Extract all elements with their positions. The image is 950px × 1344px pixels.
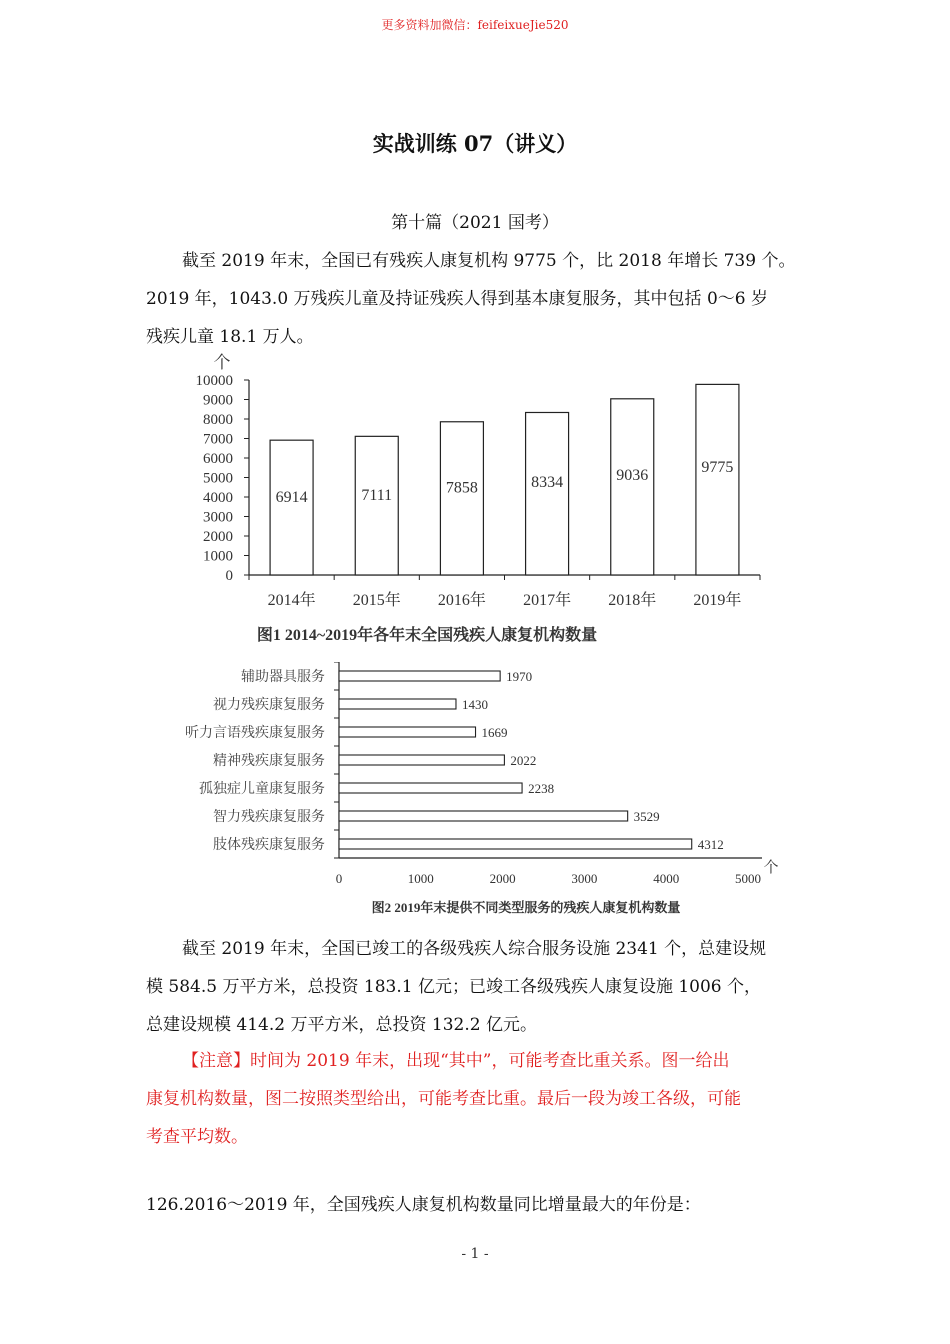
chart2-bar bbox=[339, 699, 456, 709]
chart2-category-label: 视力残疾康复服务 bbox=[213, 698, 325, 713]
chart2-category-label: 孤独症儿童康复服务 bbox=[199, 782, 325, 797]
chart2-bar bbox=[339, 727, 476, 737]
chart1-bar-label: 8334 bbox=[531, 474, 564, 492]
chart1-bar bbox=[526, 412, 569, 575]
chart1-x-tick-label: 2018年 bbox=[608, 592, 657, 609]
chart2-x-tick-label: 5000 bbox=[735, 871, 761, 886]
chart2-category-label: 肢体残疾康复服务 bbox=[213, 838, 325, 853]
chart1-y-tick-label: 0 bbox=[225, 568, 233, 584]
chart1-bar bbox=[696, 384, 739, 575]
chart1-y-tick-label: 8000 bbox=[203, 412, 233, 428]
chart2-bar bbox=[339, 811, 628, 821]
chart2-bars bbox=[339, 669, 724, 852]
chart2-bar-label: 2238 bbox=[528, 781, 555, 796]
chart1-y-unit: 个 bbox=[213, 353, 231, 372]
chart1-y-tick-label: 7000 bbox=[203, 431, 233, 448]
chart2-category-label: 智力残疾康复服务 bbox=[213, 810, 325, 825]
chart1-x-tick-label: 2019年 bbox=[693, 592, 742, 609]
chart1-bar-label: 9775 bbox=[701, 459, 734, 477]
chart1-bar-label: 9036 bbox=[616, 466, 649, 484]
chart1-bars bbox=[270, 384, 739, 575]
note-paragraph bbox=[146, 1042, 811, 1156]
chart2-bar-label: 2022 bbox=[510, 753, 537, 768]
chart1-bar bbox=[440, 422, 483, 575]
note-line-1: 【注意】时间为 2019 年末，出现“其中”，可能考查比重关系。图一给出 bbox=[182, 1051, 730, 1071]
chart1-y-tick-label: 9000 bbox=[203, 392, 233, 409]
chart1-x-tick-label: 2015年 bbox=[352, 592, 401, 609]
chart2-bar bbox=[339, 839, 692, 849]
chart2-axes bbox=[185, 662, 779, 886]
chart2-title: 图2 2019年末提供不同类型服务的残疾人康复机构数量 bbox=[371, 900, 681, 915]
chart2-bar-label: 1970 bbox=[506, 669, 533, 684]
chart1-y-tick-label: 6000 bbox=[203, 451, 233, 467]
chart2-x-tick-label: 2000 bbox=[489, 871, 516, 886]
chart2-bar-label: 3529 bbox=[633, 809, 660, 824]
chart1-bar bbox=[611, 399, 654, 575]
chart1-x-tick-label: 2017年 bbox=[523, 592, 572, 609]
note-line-3: 考查平均数。 bbox=[146, 1127, 248, 1147]
chart2-bar bbox=[339, 671, 500, 681]
facilities-paragraph bbox=[146, 930, 811, 1044]
chart2-category-label: 精神残疾康复服务 bbox=[213, 754, 325, 769]
chart2-bar bbox=[339, 755, 504, 765]
facilities-line-3: 总建设规模 414.2 万平方米，总投资 132.2 亿元。 bbox=[146, 1015, 537, 1035]
document-title: 实战训练 07（讲义） bbox=[372, 131, 578, 156]
question-126: 126.2016～2019 年，全国残疾人康复机构数量同比增量最大的年份是： bbox=[146, 1195, 701, 1215]
chart1-y-tick-label: 5000 bbox=[203, 470, 233, 487]
chart2-x-tick-label: 0 bbox=[335, 871, 343, 886]
chart1-bar-label: 7858 bbox=[445, 479, 478, 497]
chart2-category-label: 辅助器具服务 bbox=[241, 670, 325, 685]
note-line-2: 康复机构数量，图二按照类型给出，可能考查比重。最后一段为竣工各级，可能 bbox=[146, 1089, 741, 1109]
chart1-y-tick-label: 2000 bbox=[203, 529, 233, 545]
chart2-bar-label: 4312 bbox=[697, 837, 724, 852]
chart1-bar bbox=[355, 436, 398, 575]
chart2-bar bbox=[339, 783, 522, 793]
chart2-category-label: 听力言语残疾康复服务 bbox=[185, 726, 325, 741]
facilities-line-1: 截至 2019 年末，全国已竣工的各级残疾人综合服务设施 2341 个，总建设规 bbox=[182, 939, 767, 959]
chart-annual-institutions bbox=[150, 346, 770, 651]
section-subtitle: 第十篇（2021 国考） bbox=[391, 213, 559, 233]
facilities-line-2: 模 584.5 万平方米，总投资 183.1 亿元；已竣工各级残疾人康复设施 1006 个， bbox=[146, 977, 762, 997]
intro-paragraph bbox=[146, 242, 811, 356]
chart1-y-tick-label: 3000 bbox=[203, 509, 233, 526]
watermark: 更多资料加微信：feifeixueJie520 bbox=[381, 18, 569, 32]
page-number: - 1 - bbox=[461, 1246, 489, 1262]
chart1-x-tick-label: 2014年 bbox=[267, 592, 316, 609]
chart2-x-unit: 个 bbox=[763, 860, 779, 876]
chart1-bar-label: 7111 bbox=[361, 487, 393, 505]
chart2-bar-label: 1430 bbox=[461, 697, 488, 712]
chart1-title: 图1 2014~2019年各年末全国残疾人康复机构数量 bbox=[256, 627, 598, 644]
chart1-bar bbox=[270, 440, 313, 575]
chart1-bar-label: 6914 bbox=[275, 489, 308, 507]
intro-line-1: 截至 2019 年末，全国已有残疾人康复机构 9775 个，比 2018 年增长 739 个。 bbox=[182, 251, 796, 271]
chart2-x-tick-label: 3000 bbox=[571, 871, 598, 886]
intro-line-2: 2019 年，1043.0 万残疾儿童及持证残疾人得到基本康复服务，其中包括 0～6 岁 bbox=[146, 289, 768, 309]
chart-service-types bbox=[150, 662, 800, 920]
chart2-bar-label: 1669 bbox=[481, 725, 508, 740]
chart1-y-tick-label: 10000 bbox=[195, 373, 233, 389]
chart1-x-tick-label: 2016年 bbox=[437, 592, 486, 609]
chart2-x-tick-label: 4000 bbox=[653, 871, 680, 886]
chart1-y-tick-label: 4000 bbox=[203, 490, 233, 506]
chart2-x-tick-label: 1000 bbox=[407, 871, 434, 886]
chart1-y-tick-label: 1000 bbox=[203, 548, 233, 565]
intro-line-3: 残疾儿童 18.1 万人。 bbox=[146, 327, 314, 347]
